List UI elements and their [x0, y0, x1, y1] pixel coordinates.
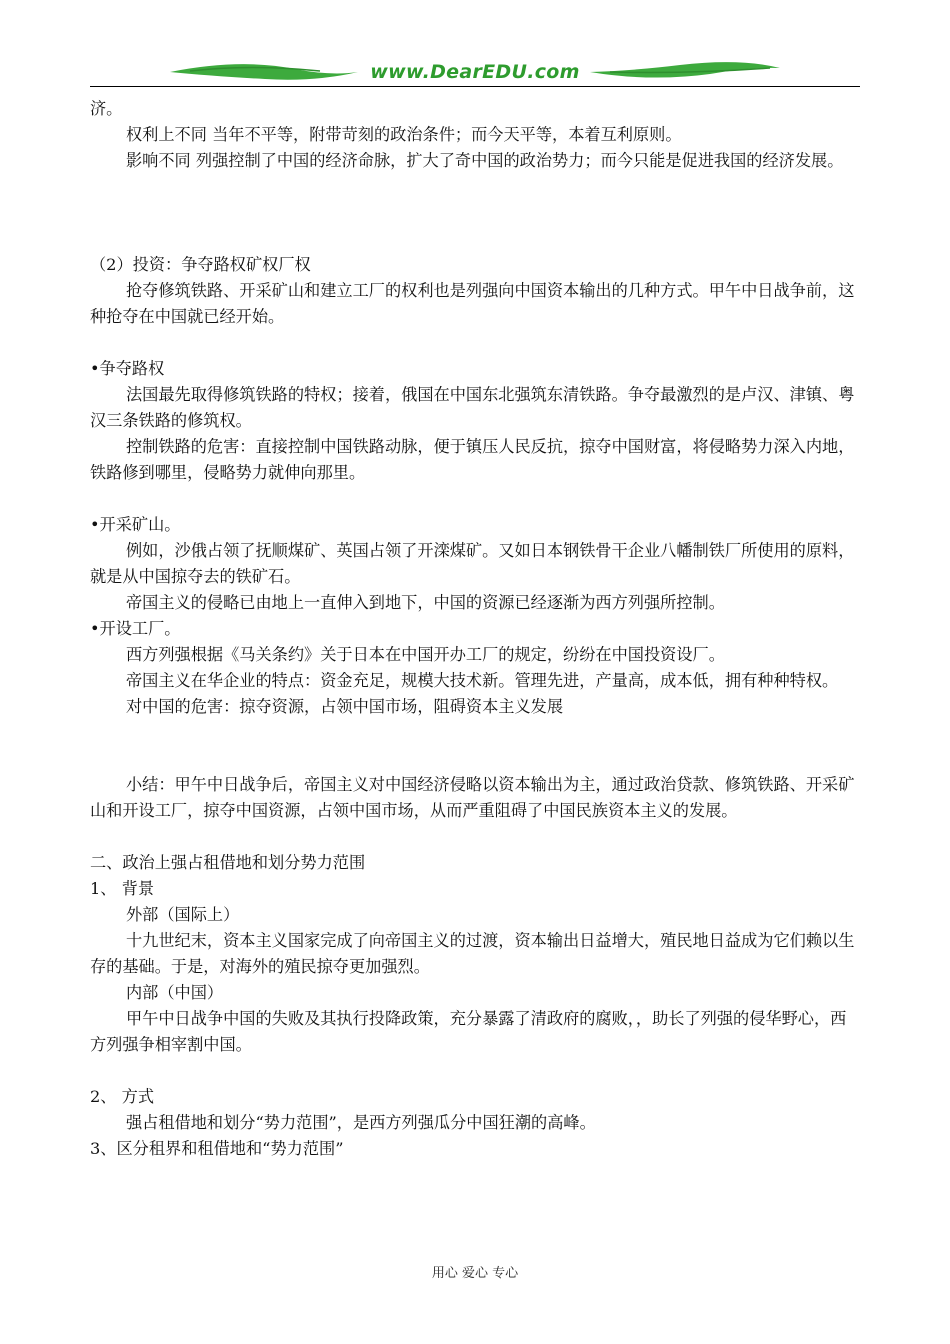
paragraph: 影响不同 列强控制了中国的经济命脉，扩大了奇中国的政治势力；而今只能是促进我国的经济发展。: [126, 151, 844, 170]
document-body: [90, 96, 860, 1162]
paragraph: 对中国的危害：掠夺资源，占领中国市场，阻碍资本主义发展: [126, 697, 564, 716]
header-rule: [90, 86, 860, 87]
blank-space: [90, 174, 860, 252]
paragraph: 抢夺修筑铁路、开采矿山和建立工厂的权利也是列强向中国资本输出的几种方式。甲午中日战争前，这种抢夺在中国就已经开始。: [90, 281, 855, 326]
blank-space: [90, 1058, 860, 1084]
paragraph: 控制铁路的危害：直接控制中国铁路动脉，便于镇压人民反抗，掠夺中国财富，将侵略势力深入内地，铁路修到哪里，侵略势力就伸向那里。: [90, 437, 855, 482]
paragraph: 法国最先取得修筑铁路的特权；接着，俄国在中国东北强筑东清铁路。争夺最激烈的是卢汉、津镇、粤汉三条铁路的修筑权。: [90, 385, 855, 430]
page-footer: 用心 爱心 专心: [431, 1266, 519, 1281]
bullet-heading: •争夺路权: [90, 359, 165, 378]
section-heading: 二、政治上强占租借地和划分势力范围: [90, 853, 366, 872]
paragraph: 甲午中日战争中国的失败及其执行投降政策，充分暴露了清政府的腐败，，助长了列强的侵华野心，西方列强争相宰割中国。: [90, 1009, 847, 1054]
paragraph: 帝国主义的侵略已由地上一直伸入到地下，中国的资源已经逐渐为西方列强所控制。: [126, 593, 725, 612]
subsection-heading: 2、 方式: [90, 1087, 155, 1106]
paragraph: 济。: [90, 99, 123, 118]
subsection-heading: 1、 背景: [90, 879, 155, 898]
paragraph: 权利上不同 当年不平等，附带苛刻的政治条件；而今天平等，本着互利原则。: [126, 125, 682, 144]
section-heading: （2）投资：争夺路权矿权厂权: [90, 255, 311, 274]
bullet-heading: •开设工厂。: [90, 619, 181, 638]
site-logo-text[interactable]: www.DearEDU.com: [370, 61, 580, 83]
paragraph: 西方列强根据《马关条约》关于日本在中国开办工厂的规定，纷纷在中国投资设厂。: [126, 645, 725, 664]
paragraph: 内部（中国）: [126, 983, 224, 1002]
site-header-logo: [90, 52, 860, 90]
blank-space: [90, 824, 860, 850]
paragraph: 强占租借地和划分“势力范围”，是西方列强瓜分中国狂潮的高峰。: [126, 1113, 596, 1132]
paragraph: 帝国主义在华企业的特点：资金充足，规模大技术新。管理先进，产量高，成本低，拥有种种特权。: [126, 671, 839, 690]
paragraph: 十九世纪末，资本主义国家完成了向帝国主义的过渡，资本输出日益增大，殖民地日益成为它们赖以生存的基础。于是，对海外的殖民掠夺更加强烈。: [90, 931, 855, 976]
blank-space: [90, 330, 860, 356]
blank-space: [90, 720, 860, 772]
paragraph: 例如，沙俄占领了抚顺煤矿、英国占领了开滦煤矿。又如日本钢铁骨干企业八幡制铁厂所使用的原料，就是从中国掠夺去的铁矿石。: [90, 541, 855, 586]
paragraph: 外部（国际上）: [126, 905, 240, 924]
bullet-heading: •开采矿山。: [90, 515, 181, 534]
summary-paragraph: 小结：甲午中日战争后，帝国主义对中国经济侵略以资本输出为主，通过政治贷款、修筑铁路、开采矿山和开设工厂，掠夺中国资源，占领中国市场，从而严重阻碍了中国民族资本主义的发展。: [90, 775, 855, 820]
blank-space: [90, 486, 860, 512]
subsection-heading: 3、区分租界和租借地和“势力范围”: [90, 1139, 344, 1158]
